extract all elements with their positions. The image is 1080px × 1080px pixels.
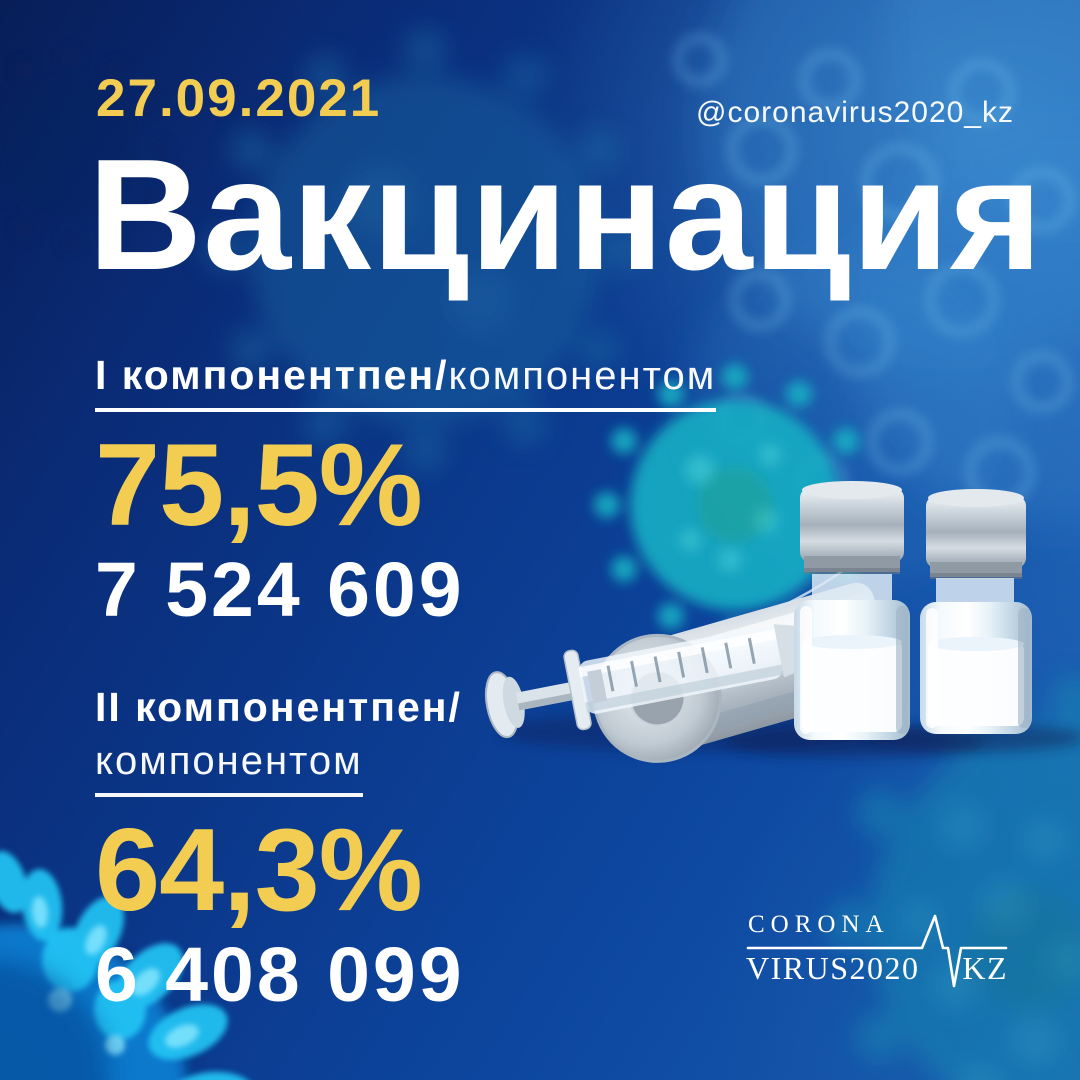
second-component-percent: 64,3% <box>95 804 422 935</box>
coronavirus2020kz-logo <box>746 912 1008 996</box>
logo-virus2020: VIRUS2020 <box>746 950 920 986</box>
second-component-count: 6 408 099 <box>95 932 465 1018</box>
label-russian: компонентом <box>95 739 363 797</box>
second-component-stat <box>95 684 465 1018</box>
label-kazakh: I компонентпен/ <box>95 352 449 398</box>
logo-kz: KZ <box>962 950 1008 986</box>
first-component-count: 7 524 609 <box>95 547 465 633</box>
first-component-stat <box>95 352 717 633</box>
post-date: 27.09.2021 <box>96 69 382 128</box>
label-russian: компонентом <box>448 354 717 398</box>
first-component-percent: 75,5% <box>95 419 422 550</box>
instagram-handle[interactable]: @coronavirus2020_kz <box>696 96 1014 129</box>
second-component-label <box>95 684 465 797</box>
page-title: Вакцинация <box>88 127 1044 303</box>
logo-line2 <box>746 952 1008 984</box>
logo-line1: CORONA <box>748 911 890 938</box>
label-kazakh: II компонентпен/ <box>95 684 462 730</box>
first-component-label <box>95 352 716 412</box>
